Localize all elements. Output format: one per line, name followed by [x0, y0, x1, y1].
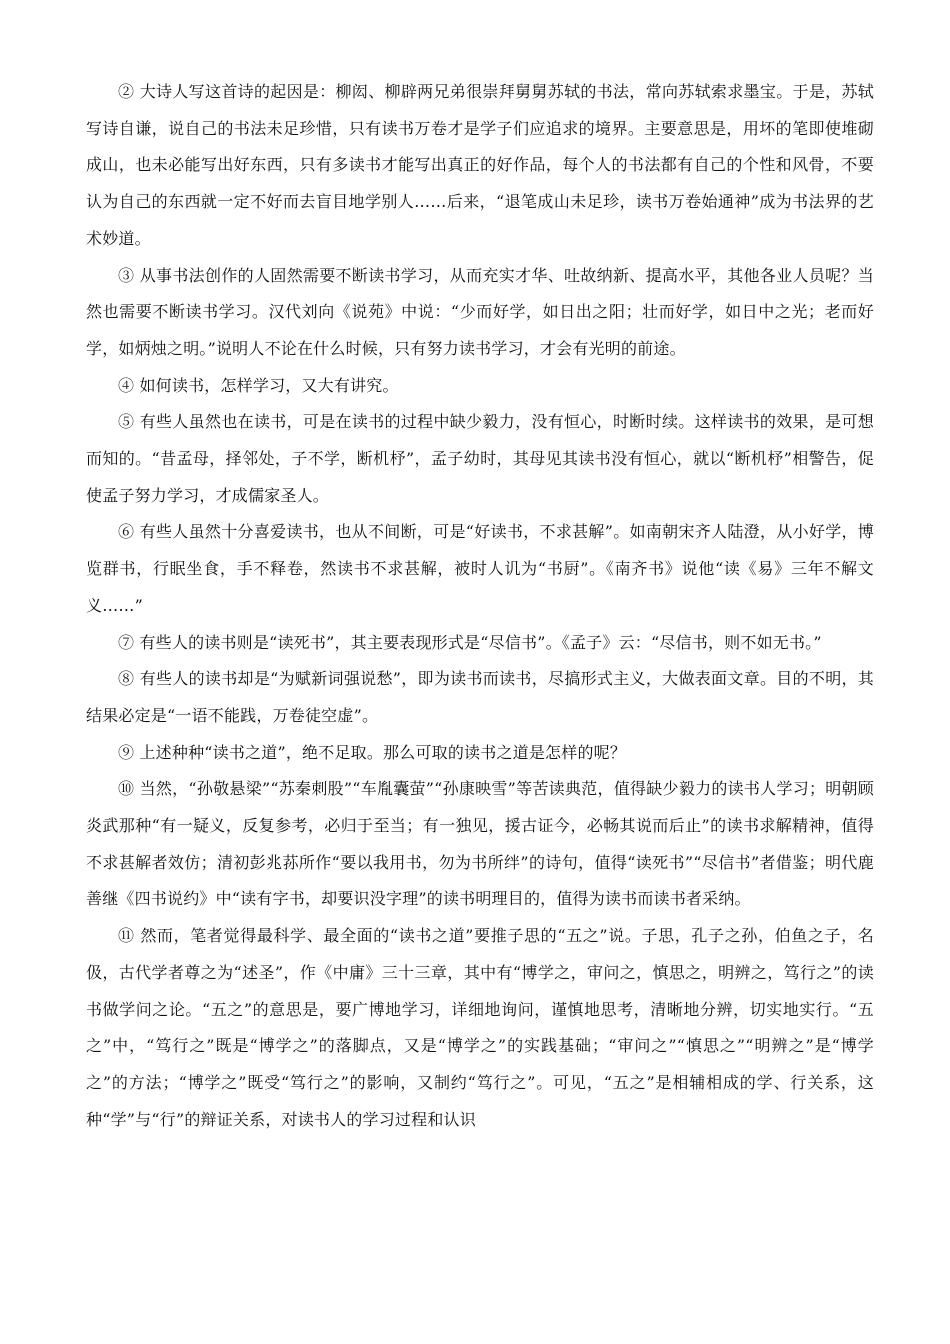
paragraph-5: ⑤ 有些人虽然也在读书，可是在读书的过程中缺少毅力，没有恒心，时断时续。这样读书的效果，是可想而知的。“昔孟母，择邻处，子不学，断机杼”，孟子幼时，其母见其读书没有恒心，就以“断机杼”相警告，促使孟子努力学习，才成儒家圣人。 [86, 412, 874, 505]
paragraph-4: ④ 如何读书，怎样学习，又大有讲究。 [118, 375, 399, 395]
paragraph-8: ⑧ 有些人的读书却是“为赋新词强说愁”，即为读书而读书，尽搞形式主义，大做表面文章。目的不明，其结果必定是“一语不能践，万卷徒空虚”。 [86, 669, 874, 725]
paragraph-3: ③ 从事书法创作的人固然需要不断读书学习，从而充实才华、吐故纳新、提高水平，其他各业人员呢？当然也需要不断读书学习。汉代刘向《说苑》中说：“少而好学，如日出之阳；壮而好学，如日中之光；老而好学，如炳烛之明。”说明人不论在什么时候，只有努力读书学习，才会有光明的前途。 [86, 265, 874, 358]
paragraph-9: ⑨ 上述种种“读书之道”，绝不足取。那么可取的读书之道是怎样的呢？ [118, 742, 627, 762]
paragraph-7: ⑦ 有些人的读书则是“读死书”，其主要表现形式是“尽信书”。《孟子》云：“尽信书，则不如无书。” [118, 632, 822, 652]
paragraph-11: ⑪ 然而，笔者觉得最科学、最全面的“读书之道”要推子思的“五之”说。子思，孔子之孙，伯鱼之子，名伋，古代学者尊之为“述圣”，作《中庸》三十三章，其中有“博学之，审问之，慎思之，明辨之，笃行之”的读书做学问之论。“五之”的意思是，要广博地学习，详细地询问，谨慎地思考，清晰地分辨，切实地实行。“五之”中，“笃行之”既是“博学之”的落脚点，又是“博学之”的实践基础；“审问之”“慎思之”“明辨之”是“博学之”的方法；“博学之”既受“笃行之”的影响，又制约“笃行之”。可见，“五之”是相辅相成的学、行关系，这种“学”与“行”的辩证关系，对读书人的学习过程和认识 [86, 926, 874, 1129]
document-body [86, 74, 874, 1138]
paragraph-2: ② 大诗人写这首诗的起因是：柳闳、柳辟两兄弟很崇拜舅舅苏轼的书法，常向苏轼索求墨宝。于是，苏轼写诗自谦，说自己的书法未足珍惜，只有读书万卷才是学子们应追求的境界。主要意思是，用坏的笔即使堆砌成山，也未必能写出好东西，只有多读书才能写出真正的好作品，每个人的书法都有自己的个性和风骨，不要认为自己的东西就一定不好而去盲目地学别人……后来，“退笔成山未足珍，读书万卷始通神”成为书法界的艺术妙道。 [86, 82, 874, 248]
paragraph-6: ⑥ 有些人虽然十分喜爱读书，也从不间断，可是“好读书，不求甚解”。如南朝宋齐人陆澄，从小好学，博览群书，行眠坐食，手不释卷，然读书不求甚解，被时人讥为“书厨”。《南齐书》说他“读《易》三年不解文义……” [86, 522, 874, 615]
paragraph-10: ⑩ 当然，“孙敬悬梁”“苏秦刺股”“车胤囊萤”“孙康映雪”等苦读典范，值得缺少毅力的读书人学习；明朝顾炎武那种“有一疑义，反复参考，必归于至当；有一独见，援古证今，必畅其说而后止”的读书求解精神，值得不求甚解者效仿；清初彭兆荪所作“要以我用书，勿为书所绊”的诗句，值得“读死书”“尽信书”者借鉴；明代鹿善继《四书说约》中“读有字书，却要识没字理”的读书明理目的，值得为读书而读书者采纳。 [86, 779, 874, 909]
